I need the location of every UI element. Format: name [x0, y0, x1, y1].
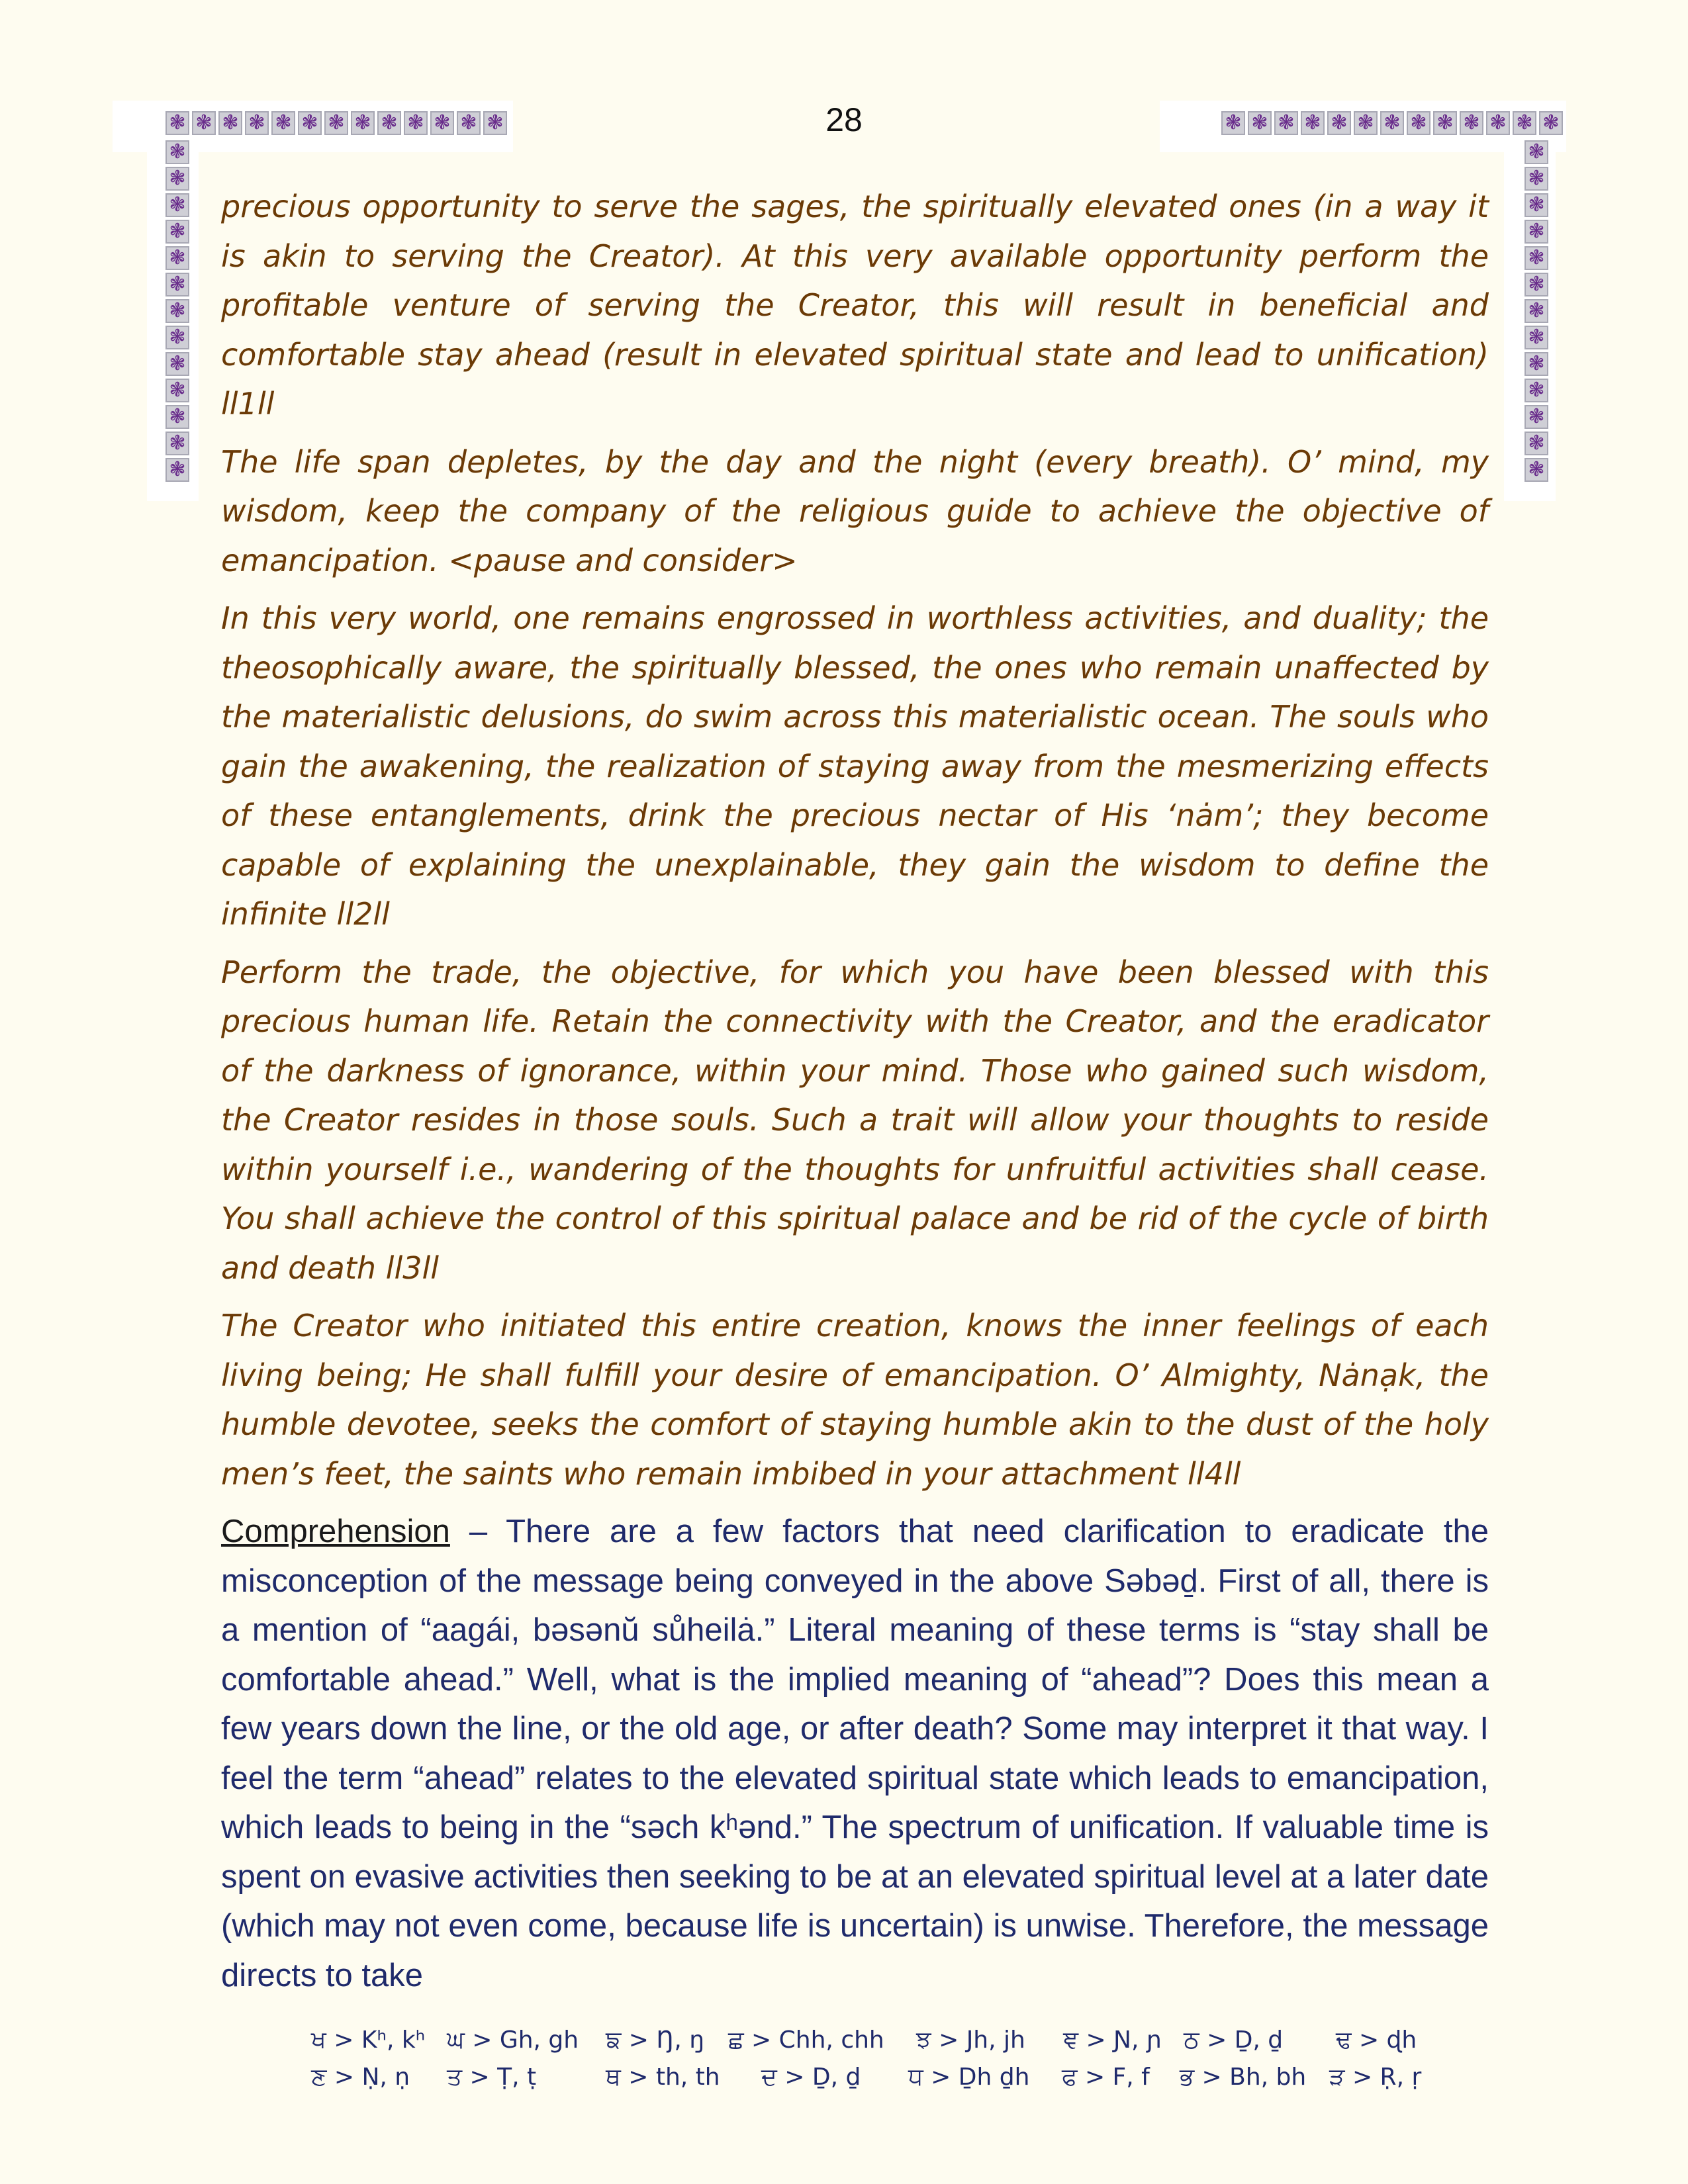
- ornament-star-icon: ❃: [1301, 111, 1325, 135]
- ornament-star-icon: ❃: [218, 111, 242, 135]
- legend-item: ਢ > ɖh: [1336, 2026, 1417, 2054]
- ornament-star-icon: ❃: [165, 220, 189, 244]
- ornament-star-icon: ❃: [192, 111, 216, 135]
- ornament-star-icon: ❃: [165, 326, 189, 349]
- ornament-star-icon: ❃: [377, 111, 401, 135]
- translation-paragraph-5: The Creator who initiated this entire creation, knows the inner feelings of each living being; He shall fulfill your desire of emancipation. O’ Almighty, Nȧnạk, the humble devotee, seeks the comfort of staying humble akin to the dust of the holy men’s feet, the saints who remain imbibed in your attachment ll4ll: [221, 1308, 1489, 1492]
- ornament-star-icon: ❃: [245, 111, 269, 135]
- ornament-star-icon: ❃: [165, 352, 189, 376]
- ornament-star-icon: ❃: [165, 167, 189, 191]
- ornament-star-icon: ❃: [1524, 379, 1548, 402]
- ornament-star-icon: ❃: [165, 299, 189, 323]
- ornament-star-icon: ❃: [1524, 220, 1548, 244]
- ornament-star-icon: ❃: [1221, 111, 1245, 135]
- translation-paragraph-3: In this very world, one remains engrossed in worthless activities, and duality; the theosophically aware, the spiritually blessed, the ones who remain unaffected by the materialistic delusions, do swim across this materialistic ocean. The souls who gain the awakening, the realization of staying away from the mesmerizing effects of these entanglements, drink the precious nectar of His ‘nȧm’; they become capable of explaining the unexplainable, they gain the wisdom to define the infinite ll2ll: [221, 600, 1489, 932]
- legend-item: ੜ > Ṛ, ṛ: [1329, 2064, 1422, 2091]
- ornament-star-icon: ❃: [271, 111, 295, 135]
- ornament-star-icon: ❃: [1274, 111, 1298, 135]
- ornament-star-icon: ❃: [1524, 299, 1548, 323]
- translation-paragraph-1: precious opportunity to serve the sages, the spiritually elevated ones (in a way it is akin to serving the Creator). At this very available opportunity perform the profitable venture of serving the Creator, this will result in beneficial and comfortable stay ahead (result in elevated spiritual state and lead to unification) ll1ll: [221, 189, 1489, 422]
- legend-row-1: [311, 2026, 1421, 2064]
- ornament-star-icon: ❃: [165, 111, 189, 135]
- legend-item: ਠ > Ḏ, ḏ: [1184, 2026, 1284, 2054]
- ornament-star-icon: ❃: [1539, 111, 1563, 135]
- ornament-star-icon: ❃: [1513, 111, 1536, 135]
- ornament-star-icon: ❃: [1433, 111, 1457, 135]
- transliteration-legend: [311, 2026, 1421, 2101]
- legend-item: ਭ > Bh, bh: [1180, 2064, 1307, 2091]
- legend-item: ਥ > th, th: [606, 2064, 720, 2091]
- ornament-star-icon: ❃: [1248, 111, 1272, 135]
- ornament-star-icon: ❃: [1524, 140, 1548, 164]
- ornament-star-icon: ❃: [165, 458, 189, 482]
- ornament-column-left: [165, 140, 189, 482]
- ornament-star-icon: ❃: [1524, 458, 1548, 482]
- legend-item: ਛ > Chh, chh: [728, 2026, 884, 2054]
- legend-item: ਤ > Ṭ, ṭ: [447, 2064, 537, 2091]
- ornament-star-icon: ❃: [1486, 111, 1510, 135]
- ornament-star-icon: ❃: [1524, 326, 1548, 349]
- comprehension-paragraph: [221, 1507, 1489, 2000]
- legend-row-2: [311, 2064, 1421, 2101]
- translation-paragraph-2: The life span depletes, by the day and the night (every breath). O’ mind, my wisdom, keep the company of the religious guide to achieve the objective of emancipation. <pause and consider>: [221, 443, 1489, 578]
- ornament-star-icon: ❃: [165, 379, 189, 402]
- comprehension-text: – There are a few factors that need clarification to eradicate the misconception of the message being conveyed in the above Səbəḏ. First of all, there is a mention of “aagái, bəsənŭ sůheilȧ.” Literal meaning of these terms is “stay shall be comfortable ahead.” Well, what is the implied meaning of “ahead”? Does this mean a few years down the line, or the old age, or after death? Some may interpret it that way. I feel the term “ahead” relates to the elevated spiritual state which leads to emancipation, which leads to being in the “səch kʰənd.” The spectrum of unification. If valuable time is spent on evasive activities then seeking to be at an elevated spiritual level at a later date (which may not even come, because life is uncertain) is unwise. Therefore, the message directs to take: [221, 1514, 1489, 1993]
- ornament-star-icon: ❃: [165, 273, 189, 296]
- legend-item: ਫ > F, f: [1062, 2064, 1150, 2091]
- ornament-star-icon: ❃: [1380, 111, 1404, 135]
- ornament-star-icon: ❃: [1524, 167, 1548, 191]
- ornament-star-icon: ❃: [1524, 193, 1548, 217]
- legend-item: ਞ > Ɲ, ɲ: [1063, 2026, 1162, 2054]
- ornament-star-icon: ❃: [457, 111, 481, 135]
- ornament-star-icon: ❃: [165, 140, 189, 164]
- ornament-star-icon: ❃: [1524, 352, 1548, 376]
- legend-item: ਝ > Jh, jh: [916, 2026, 1025, 2054]
- legend-item: ਘ > Gh, gh: [447, 2026, 579, 2054]
- legend-item: ਣ > Ṇ, ṇ: [311, 2064, 410, 2091]
- ornament-star-icon: ❃: [1524, 273, 1548, 296]
- ornament-star-icon: ❃: [1524, 405, 1548, 429]
- ornament-star-icon: ❃: [483, 111, 507, 135]
- ornament-star-icon: ❃: [1524, 246, 1548, 270]
- ornament-star-icon: ❃: [165, 405, 189, 429]
- page-content: [221, 182, 1489, 2009]
- ornament-star-icon: ❃: [165, 193, 189, 217]
- ornament-star-icon: ❃: [1407, 111, 1430, 135]
- ornament-star-icon: ❃: [404, 111, 428, 135]
- ornament-column-right: [1524, 140, 1548, 482]
- legend-item: ਧ > Ḏh ḏh: [908, 2064, 1030, 2091]
- ornament-star-icon: ❃: [324, 111, 348, 135]
- comprehension-heading: Comprehension: [221, 1514, 450, 1549]
- ornament-star-icon: ❃: [430, 111, 454, 135]
- ornament-star-icon: ❃: [1460, 111, 1483, 135]
- page-number: 28: [825, 101, 863, 138]
- ornament-star-icon: ❃: [1524, 432, 1548, 455]
- legend-item: ਖ > Kʰ, kʰ: [311, 2026, 426, 2054]
- ornament-star-icon: ❃: [165, 246, 189, 270]
- ornament-star-icon: ❃: [351, 111, 375, 135]
- ornament-star-icon: ❃: [298, 111, 322, 135]
- ornament-star-icon: ❃: [165, 432, 189, 455]
- legend-item: ਙ > Ŋ, ŋ: [606, 2026, 705, 2054]
- ornament-star-icon: ❃: [1354, 111, 1378, 135]
- legend-item: ਦ > Ḏ, ḏ: [761, 2064, 861, 2091]
- translation-paragraph-4: Perform the trade, the objective, for which you have been blessed with this precious human life. Retain the connectivity with the Creator, and the eradicator of the darkness of ignorance, within your mind. Those who gained such wisdom, the Creator resides in those souls. Such a trait will allow your thoughts to reside within yourself i.e., wandering of the thoughts for unfruitful activities shall cease. You shall achieve the control of this spiritual palace and be rid of the cycle of birth and death ll3ll: [221, 954, 1489, 1286]
- ornament-star-icon: ❃: [1327, 111, 1351, 135]
